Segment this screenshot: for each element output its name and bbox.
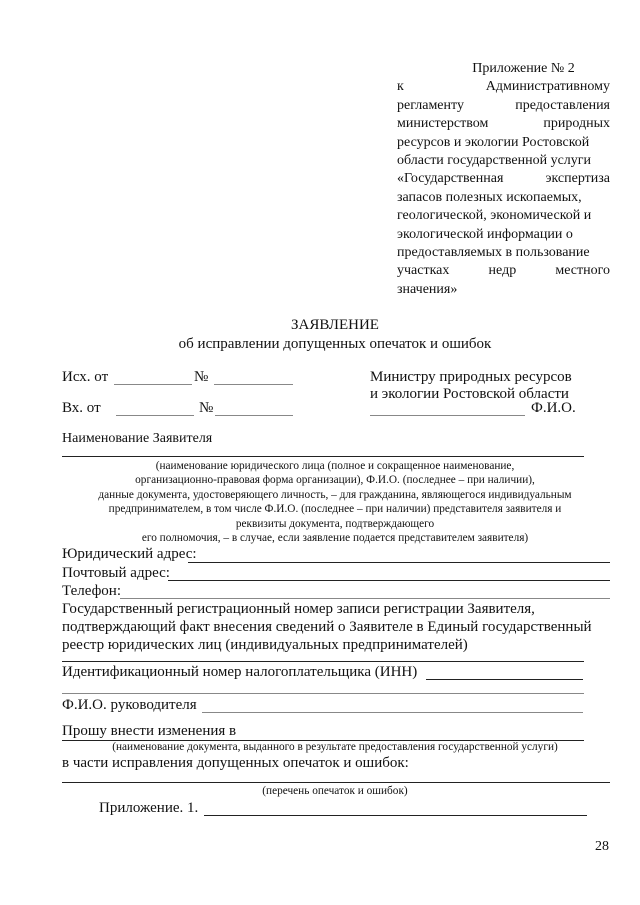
addressee-fio-field[interactable] [370, 415, 525, 416]
appendix-block [397, 60, 610, 299]
appendix-word: недр [488, 263, 517, 279]
appendix-line [397, 78, 610, 96]
attachment-label: Приложение. 1. [99, 800, 199, 816]
ogrn-label-2: подтверждающий факт внесения сведений о Заявителе в Единый государственный [62, 619, 592, 635]
applicant-hint-2: организационно-правовая форма организации), Ф.И.О. (последнее – при наличии), [135, 474, 535, 486]
attachment-field[interactable] [204, 815, 587, 816]
incoming-number-field[interactable] [215, 415, 293, 416]
incoming-number-sign: № [199, 400, 214, 416]
applicant-hint-1: (наименование юридического лица (полное и сокращенное наименование, [155, 460, 515, 472]
appendix-word: министерством [397, 116, 489, 132]
ogrn-field[interactable] [62, 661, 584, 662]
outgoing-number-sign: № [194, 369, 209, 385]
request-document-hint: (наименование документа, выданного в результате предоставления государственной услуги) [112, 741, 558, 753]
inn-extra-line [62, 693, 584, 694]
appendix-line: предоставляемых в пользование [397, 245, 590, 261]
appendix-line [397, 97, 610, 115]
appendix-title: Приложение № 2 [472, 61, 575, 76]
outgoing-date-field[interactable] [114, 384, 192, 385]
phone-field[interactable] [120, 598, 610, 599]
addressee-line1: Министру природных ресурсов [370, 369, 572, 385]
applicant-field[interactable] [62, 456, 584, 457]
appendix-line [397, 115, 610, 133]
document-title: ЗАЯВЛЕНИЕ [291, 317, 379, 333]
head-fio-field[interactable] [202, 712, 583, 713]
appendix-line: ресурсов и экологии Ростовской [397, 134, 590, 150]
applicant-hint-5: реквизиты документа, подтверждающего [235, 518, 435, 530]
applicant-label: Наименование Заявителя [62, 431, 213, 446]
page-number: 28 [595, 839, 609, 854]
phone-label: Телефон: [62, 583, 121, 599]
errors-list-hint: (перечень опечаток и ошибок) [262, 785, 408, 797]
applicant-hint-6: его полномочия, – в случае, если заявление подается представителем заявителя) [141, 532, 529, 544]
appendix-text [397, 78, 610, 299]
ogrn-label-1: Государственный регистрационный номер записи регистрации Заявителя, [62, 601, 535, 617]
appendix-word: участках [397, 263, 450, 279]
request-part-label: в части исправления допущенных опечаток и ошибок: [62, 755, 409, 771]
outgoing-label: Исх. от [62, 369, 109, 385]
request-label: Прошу внести изменения в [62, 723, 237, 739]
appendix-word: природных [543, 116, 610, 132]
applicant-hint-4: предпринимателем, в том числе Ф.И.О. (последнее – при наличии) представителя заявителя и [108, 503, 562, 515]
appendix-line: экологической информации о [397, 226, 573, 242]
appendix-word: «Государственная [397, 171, 504, 187]
appendix-word: местного [555, 263, 610, 279]
appendix-line: значения» [397, 281, 458, 297]
appendix-word: регламенту [397, 97, 464, 113]
postal-address-field[interactable] [168, 580, 610, 581]
legal-address-label: Юридический адрес: [62, 546, 197, 562]
appendix-word: предоставления [515, 97, 610, 113]
errors-list-field[interactable] [62, 782, 610, 783]
head-fio-label: Ф.И.О. руководителя [62, 697, 197, 713]
incoming-date-field[interactable] [116, 415, 194, 416]
applicant-hint-3: данные документа, удостоверяющего личность, – для гражданина, являющегося индивидуальным [98, 489, 572, 501]
appendix-line: геологической, экономической и [397, 208, 592, 224]
addressee-fio-label: Ф.И.О. [531, 400, 576, 416]
appendix-line [397, 170, 610, 188]
appendix-word: Административному [485, 79, 610, 95]
appendix-line: области государственной услуги [397, 153, 592, 169]
outgoing-number-field[interactable] [214, 384, 293, 385]
inn-label: Идентификационный номер налогоплательщика (ИНН) [62, 664, 418, 680]
inn-field[interactable] [426, 679, 583, 680]
appendix-word: экспертиза [545, 171, 610, 187]
appendix-line: запасов полезных ископаемых, [397, 189, 582, 205]
incoming-label: Вх. от [62, 400, 101, 416]
appendix-line [397, 262, 610, 280]
appendix-word: к [397, 79, 404, 95]
addressee-line2: и экологии Ростовской области [370, 386, 569, 402]
postal-address-label: Почтовый адрес: [62, 565, 170, 581]
ogrn-label-3: реестр юридических лиц (индивидуальных предпринимателей) [62, 637, 468, 653]
legal-address-field[interactable] [188, 562, 610, 563]
document-subtitle: об исправлении допущенных опечаток и ошибок [178, 336, 492, 352]
